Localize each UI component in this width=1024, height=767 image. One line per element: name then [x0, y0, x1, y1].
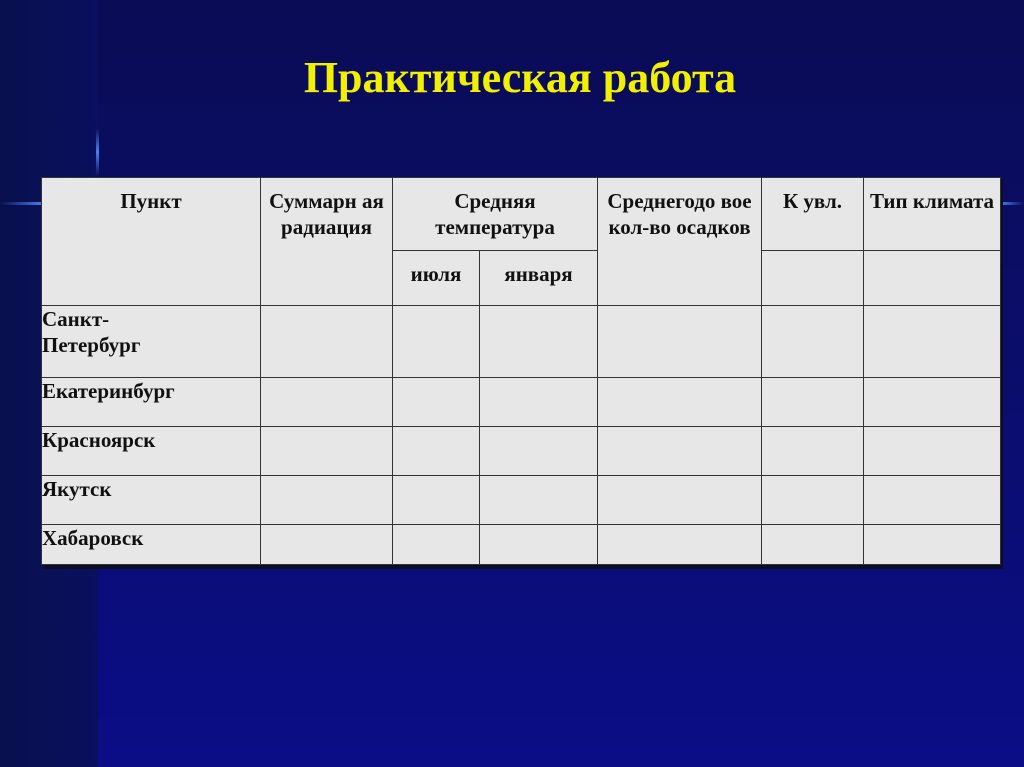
- slide-title: Практическая работа: [303, 53, 737, 102]
- city-cell: Красноярск: [42, 427, 261, 476]
- header-precip: Среднегодо вое кол-во осадков: [598, 178, 762, 306]
- table-cell: [598, 378, 762, 427]
- table-cell: [864, 525, 1001, 565]
- table-cell: [598, 306, 762, 378]
- table-cell: [480, 427, 598, 476]
- table-cell: [393, 525, 480, 565]
- table-cell: [762, 378, 864, 427]
- table-cell: [480, 525, 598, 565]
- header-k-uvl: К увл.: [762, 178, 864, 251]
- table-cell: [598, 525, 762, 565]
- table-cell: [261, 476, 393, 525]
- decorative-glow-horizontal-right: [1000, 202, 1024, 205]
- table-cell: [261, 427, 393, 476]
- table-cell: [864, 251, 1001, 306]
- decorative-glow-horizontal: [0, 202, 44, 205]
- table-cell: [480, 476, 598, 525]
- table-cell: [864, 476, 1001, 525]
- table-cell: [393, 476, 480, 525]
- city-cell: Екатеринбург: [42, 378, 261, 427]
- table-cell: [762, 476, 864, 525]
- table-cell: [480, 306, 598, 378]
- practical-work-table: [41, 177, 1001, 565]
- header-july: июля: [393, 251, 480, 306]
- table-cell: [762, 251, 864, 306]
- table-row: [42, 476, 1001, 525]
- table-cell: [261, 525, 393, 565]
- city-cell: Хабаровск: [42, 525, 261, 565]
- decorative-glow-vertical: [96, 128, 99, 176]
- table-cell: [762, 525, 864, 565]
- header-radiation: Суммарн ая радиация: [261, 178, 393, 306]
- table-cell: [864, 306, 1001, 378]
- table-row: [42, 525, 1001, 565]
- header-january: января: [480, 251, 598, 306]
- table-cell: [762, 427, 864, 476]
- city-cell: Санкт-Петербург: [42, 306, 261, 378]
- table-row: [42, 427, 1001, 476]
- table-row: [42, 306, 1001, 378]
- city-cell: Якутск: [42, 476, 261, 525]
- table-cell: [261, 306, 393, 378]
- table-cell: [393, 427, 480, 476]
- table-cell: [261, 378, 393, 427]
- table-cell: [480, 378, 598, 427]
- table-cell: [762, 306, 864, 378]
- table-cell: [864, 378, 1001, 427]
- table-cell: [393, 306, 480, 378]
- header-point: Пункт: [42, 178, 261, 306]
- table-cell: [598, 476, 762, 525]
- table-cell: [864, 427, 1001, 476]
- header-avg-temp: Средняя температура: [393, 178, 598, 251]
- table-cell: [598, 427, 762, 476]
- table-cell: [393, 378, 480, 427]
- table-row: [42, 378, 1001, 427]
- header-climate-type: Тип климата: [864, 178, 1001, 251]
